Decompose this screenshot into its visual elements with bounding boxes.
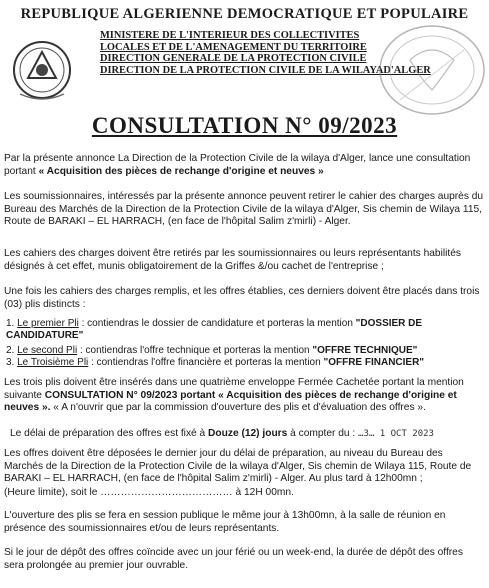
list-item: 3. Le Troisième Pli : contiendras l'offre financière et porteras la mention "OFFRE FINANCIER" (6, 357, 425, 369)
civil-protection-logo (6, 34, 78, 106)
list-item: 1. Le premier Pli : contiendras le dossier de candidature et porteras la mention "DOSSIER DE CANDIDATURE" (6, 318, 423, 342)
paragraph-deadline: (Heure limite), soit le ………………………………… à 12H 00mn. (4, 487, 294, 498)
consultation-object: « Acquisition des pièces de rechange d'origine et neuves » (38, 165, 324, 177)
paragraph-envelope: Les trois plis doivent être insérés dans une quatrième enveloppe Fermée Cachetée portant la mention suivante CONSULTATION N° 09/2023 portant « Acquisition des pièces de rechange d'origine et neuves ». « A n'ouvrir que par la commission d'ouverture des plis et d'évaluation des offres ». (4, 377, 464, 414)
paragraph-intro (4, 153, 484, 178)
ministry-line-3: DIRECTION GENERALE DE LA PROTECTION CIVILE (100, 53, 367, 64)
paragraph-delay: Le délai de préparation des offres est fixé à Douze (12) jours à compter du : …3… 1 OCT 2023 (10, 428, 434, 439)
republic-header: REPUBLIQUE ALGERIENNE DEMOCRATIQUE ET POPULAIRE (20, 6, 469, 22)
document-title: CONSULTATION N° 09/2023 (91, 113, 398, 138)
handwritten-date: …3… 1 OCT 2023 (358, 429, 434, 439)
official-stamp (360, 20, 489, 120)
ministry-header (100, 30, 431, 76)
plis-list (4, 318, 484, 370)
ministry-line-2: LOCALES ET DE L'AMENAGEMENT DU TERRITOIRE (100, 41, 367, 53)
paragraph-representatives: Les cahiers des charges doivent être retirés par les soumissionnaires ou leurs représentants habilités désignés à cet effet, munis obligatoirement de la Griffes &/ou cachet de l'entreprise ; (4, 248, 461, 272)
paragraph-deposit: Les offres doivent être déposées le dernier jour du délai de préparation, au niveau du Bureau des Marchés de la Direction de la Protection Civile de la wilaya d'Alger, Sis chemin de Wilaya 115, Route de BARAKI – EL HARRACH, (en face de l'hôpital Salim z'mirli) - Alger. Au plus tard à 12h00mn ; (4, 448, 472, 485)
paragraph-opening: L'ouverture des plis se fera en session publique le même jour à 13h00mn, à la salle de réunion en présence des soumissionnaires et/ou de leurs représentants. (4, 510, 446, 534)
paragraph-plis: Une fois les cahiers des charges remplis, et les offres établies, ces derniers doivent être placés dans trois (03) plis distincts : (4, 286, 480, 310)
paragraph-retrieval: Les soumissionnaires, intéressés par la présente annonce peuvent retirer le cahier des charges auprès du Bureau des Marchés de la Direction de la Protection Civile de la wilaya d'Alger, Sis chemin de Wilaya 115, Route de BARAKI – EL HARRACH, (en face de l'hôpital Salim z'mirli) - Alger. (4, 191, 484, 228)
intro-text: Par la présente annonce La Direction de la Protection Civile de la wilaya d'Alger, lance une consultation portant (4, 153, 471, 177)
paragraph-holiday: Si le jour de dépôt des offres coïncide avec un jour férié ou un week-end, la durée de dépôt des offres sera prolongée au premier jour ouvrable. (4, 547, 463, 571)
ministry-line-1: MINISTERE DE L'INTERIEUR DES COLLECTIVITES (100, 30, 360, 41)
ministry-line-4: DIRECTION DE LA PROTECTION CIVILE DE LA WILAYAD'ALGER (100, 64, 431, 76)
list-item: 2. Le second Pli : contiendras l'offre technique et porteras la mention "OFFRE TECHNIQUE" (6, 344, 418, 356)
